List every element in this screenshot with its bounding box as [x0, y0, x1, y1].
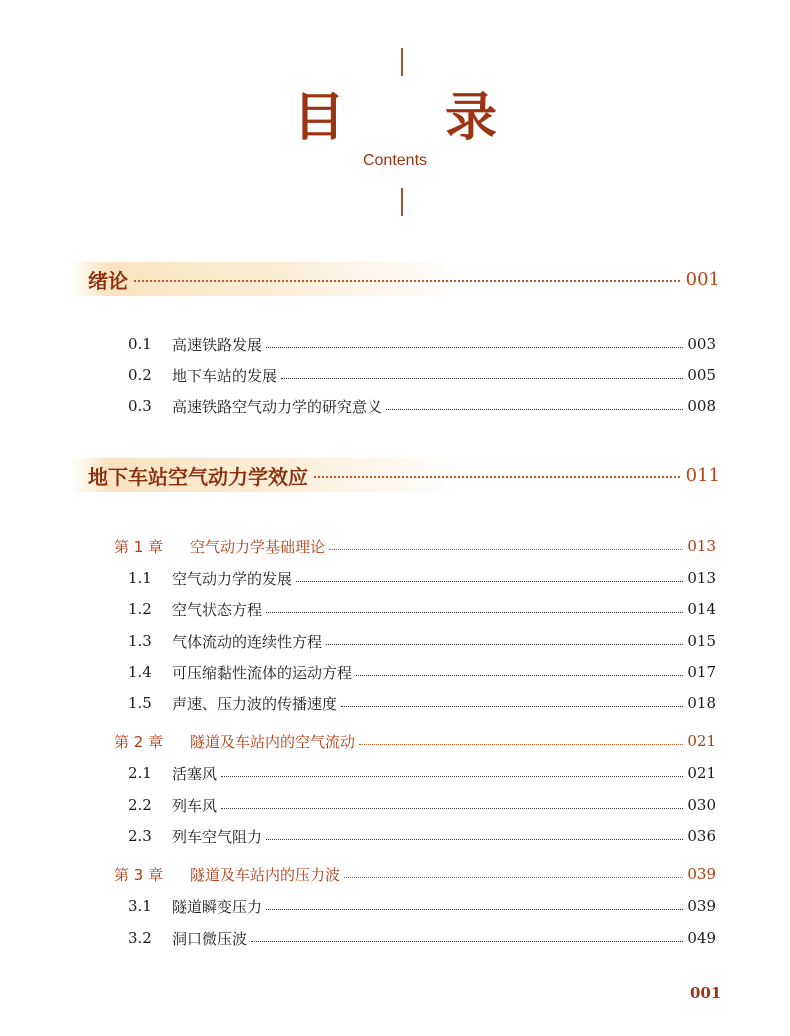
entry-page: 013 — [687, 569, 716, 587]
toc-chapter[interactable] — [114, 861, 716, 887]
entry-number: 1.4 — [128, 663, 152, 681]
entry-title: 列车风 — [172, 796, 218, 815]
chapter-number: 第 3 章 — [114, 865, 164, 884]
dot-leader — [266, 909, 683, 910]
entry-number: 1.2 — [128, 600, 152, 618]
entry-number: 3.1 — [128, 897, 152, 915]
chapter-title: 隧道及车站内的空气流动 — [190, 732, 356, 751]
entry-number: 2.2 — [128, 796, 152, 814]
page-subtitle: Contents — [362, 152, 428, 169]
entry-number: 0.3 — [128, 397, 152, 415]
toc-entry[interactable] — [128, 893, 716, 919]
toc-entry[interactable] — [128, 792, 716, 818]
entry-page: 014 — [687, 600, 716, 618]
dot-leader — [359, 744, 683, 745]
decorative-top-line — [401, 48, 403, 76]
entry-number: 2.1 — [128, 764, 152, 782]
entry-title: 隧道瞬变压力 — [172, 897, 263, 916]
entry-title: 活塞风 — [172, 764, 218, 783]
toc-chapter[interactable] — [114, 533, 716, 559]
entry-title: 列车空气阻力 — [172, 827, 263, 846]
entry-title: 空气动力学的发展 — [172, 569, 293, 588]
dot-leader — [341, 706, 683, 707]
entry-page: 017 — [687, 663, 716, 681]
chapter-number: 第 2 章 — [114, 732, 164, 751]
entry-number: 1.3 — [128, 632, 152, 650]
entry-page: 008 — [687, 397, 716, 415]
entry-number: 0.1 — [128, 335, 152, 353]
dot-leader — [221, 808, 683, 809]
toc-entry[interactable] — [128, 690, 716, 716]
chapter-page: 021 — [687, 732, 716, 750]
entry-number: 0.2 — [128, 366, 152, 384]
entry-title: 洞口微压波 — [172, 929, 248, 948]
part-page: 011 — [685, 464, 720, 486]
dot-leader — [266, 347, 683, 348]
entry-number: 3.2 — [128, 929, 152, 947]
toc-entry[interactable] — [128, 393, 716, 419]
entry-page: 039 — [687, 897, 716, 915]
toc-entry[interactable] — [128, 760, 716, 786]
entry-title: 地下车站的发展 — [172, 366, 278, 385]
part-title: 绪论 — [88, 268, 128, 293]
entry-page: 015 — [687, 632, 716, 650]
entry-title: 声速、压力波的传播速度 — [172, 694, 338, 713]
entry-title: 空气状态方程 — [172, 600, 263, 619]
decorative-bottom-line — [401, 188, 403, 216]
toc-part-station-aerodynamics[interactable] — [70, 458, 720, 492]
entry-page: 018 — [687, 694, 716, 712]
entry-number: 1.1 — [128, 569, 152, 587]
chapter-page: 039 — [687, 865, 716, 883]
dot-leader — [134, 280, 680, 282]
chapter-title: 空气动力学基础理论 — [190, 537, 326, 556]
entry-title: 高速铁路空气动力学的研究意义 — [172, 397, 383, 416]
toc-entry[interactable] — [128, 659, 716, 685]
entry-page: 021 — [687, 764, 716, 782]
dot-leader — [326, 644, 683, 645]
toc-entry[interactable] — [128, 925, 716, 951]
chapter-number: 第 1 章 — [114, 537, 164, 556]
entry-title: 高速铁路发展 — [172, 335, 263, 354]
entry-number: 1.5 — [128, 694, 152, 712]
part-page: 001 — [685, 268, 720, 290]
dot-leader — [251, 941, 683, 942]
toc-entry[interactable] — [128, 823, 716, 849]
toc-entry[interactable] — [128, 565, 716, 591]
dot-leader — [221, 776, 683, 777]
toc-entry[interactable] — [128, 331, 716, 357]
page-number: 001 — [690, 984, 722, 1002]
dot-leader — [356, 675, 683, 676]
dot-leader — [296, 581, 683, 582]
dot-leader — [266, 839, 683, 840]
entry-page: 030 — [687, 796, 716, 814]
entry-page: 005 — [687, 366, 716, 384]
chapter-page: 013 — [687, 537, 716, 555]
toc-entry[interactable] — [128, 362, 716, 388]
entry-page: 036 — [687, 827, 716, 845]
toc-part-intro[interactable] — [70, 262, 720, 296]
entry-title: 可压缩黏性流体的运动方程 — [172, 663, 353, 682]
toc-chapter[interactable] — [114, 728, 716, 754]
page-title: 目录 — [292, 87, 597, 148]
toc-entry[interactable] — [128, 596, 716, 622]
dot-leader — [344, 877, 683, 878]
dot-leader — [386, 409, 683, 410]
dot-leader — [266, 612, 683, 613]
chapter-title: 隧道及车站内的压力波 — [190, 865, 341, 884]
entry-number: 2.3 — [128, 827, 152, 845]
entry-page: 003 — [687, 335, 716, 353]
toc-entry[interactable] — [128, 628, 716, 654]
entry-page: 049 — [687, 929, 716, 947]
part-title: 地下车站空气动力学效应 — [88, 464, 308, 489]
dot-leader — [281, 378, 683, 379]
dot-leader — [329, 549, 683, 550]
entry-title: 气体流动的连续性方程 — [172, 632, 323, 651]
dot-leader — [314, 476, 680, 478]
